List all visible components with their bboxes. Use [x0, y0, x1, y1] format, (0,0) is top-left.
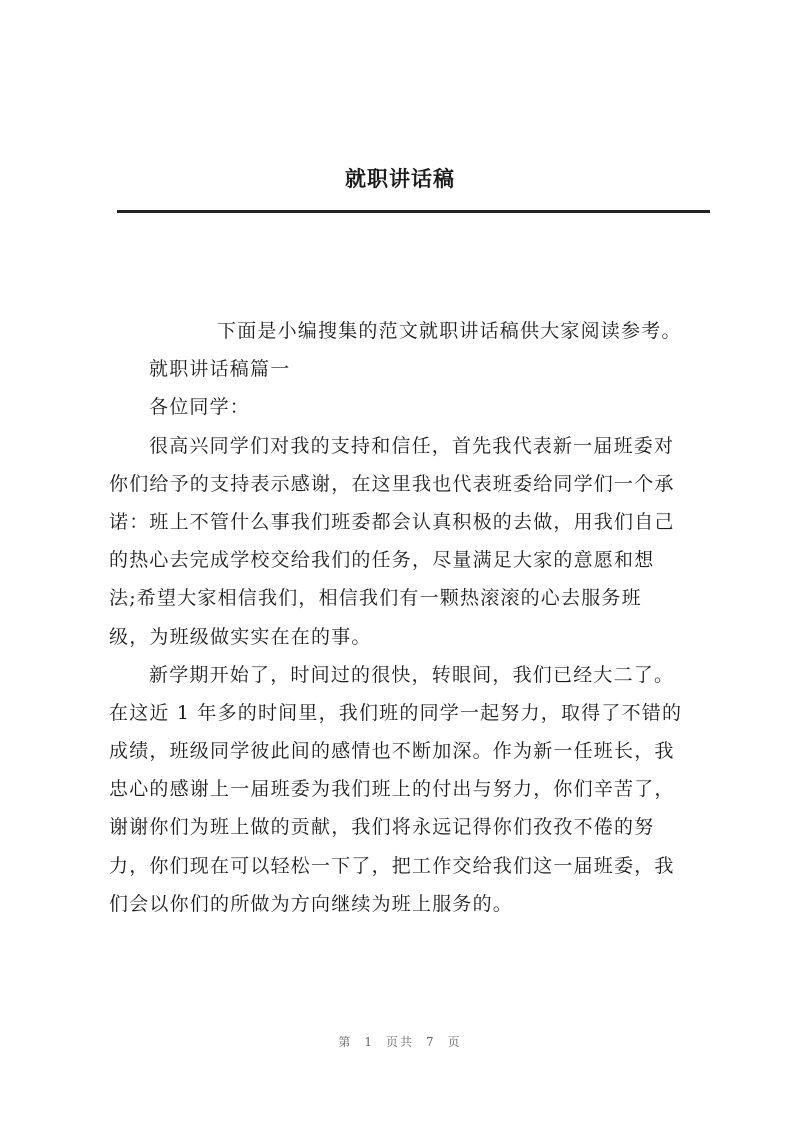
paragraph-line: 力，你们现在可以轻松一下了，把工作交给我们这一届班委，我 [109, 854, 675, 877]
intro-text: 下面是小编搜集的范文就职讲话稿供大家阅读参考。 [217, 320, 682, 342]
footer-suffix: 页 [447, 1035, 462, 1049]
paragraph-line: 诺：班上不管什么事我们班委都会认真积极的去做，用我们自己 [109, 510, 675, 533]
paragraph-line: 的热心去完成学校交给我们的任务，尽量满足大家的意愿和想 [109, 549, 655, 572]
document-title: 就职讲话稿 [345, 167, 455, 191]
total-pages-number: 7 [426, 1035, 436, 1049]
paragraph-line: 成绩，班级同学彼此间的感情也不断加深。作为新一任班长，我 [109, 740, 675, 763]
title-divider [117, 210, 710, 213]
paragraph-line: 新学期开始了，时间过的很快，转眼间，我们已经大二了。 [149, 663, 675, 686]
paragraph-line: 法;希望大家相信我们，相信我们有一颗热滚滚的心去服务班 [109, 587, 642, 610]
salutation: 各位同学： [149, 396, 251, 419]
footer-middle: 页共 [385, 1035, 414, 1049]
paragraph-line: 们会以你们的所做为方向继续为班上服务的。 [109, 892, 514, 915]
paragraph-line: 谢谢你们为班上做的贡献，我们将永远记得你们孜孜不倦的努 [109, 816, 655, 839]
section-heading: 就职讲话稿篇一 [149, 358, 291, 381]
paragraph-line: 级，为班级做实实在在的事。 [109, 625, 372, 648]
paragraph-1 [109, 427, 711, 656]
document-body [109, 312, 711, 923]
footer-prefix: 第 [338, 1035, 353, 1049]
paragraph-line: 很高兴同学们对我的支持和信任，首先我代表新一届班委对 [149, 434, 675, 457]
current-page-number: 1 [364, 1035, 374, 1049]
paragraph-2 [109, 656, 711, 923]
page-footer [0, 1033, 800, 1050]
paragraph-line: 在这近 1 年多的时间里，我们班的同学一起努力，取得了不错的 [109, 701, 683, 724]
paragraph-line: 你们给予的支持表示感谢，在这里我也代表班委给同学们一个承 [109, 472, 675, 495]
paragraph-line: 忠心的感谢上一届班委为我们班上的付出与努力，你们辛苦了， [109, 778, 675, 801]
